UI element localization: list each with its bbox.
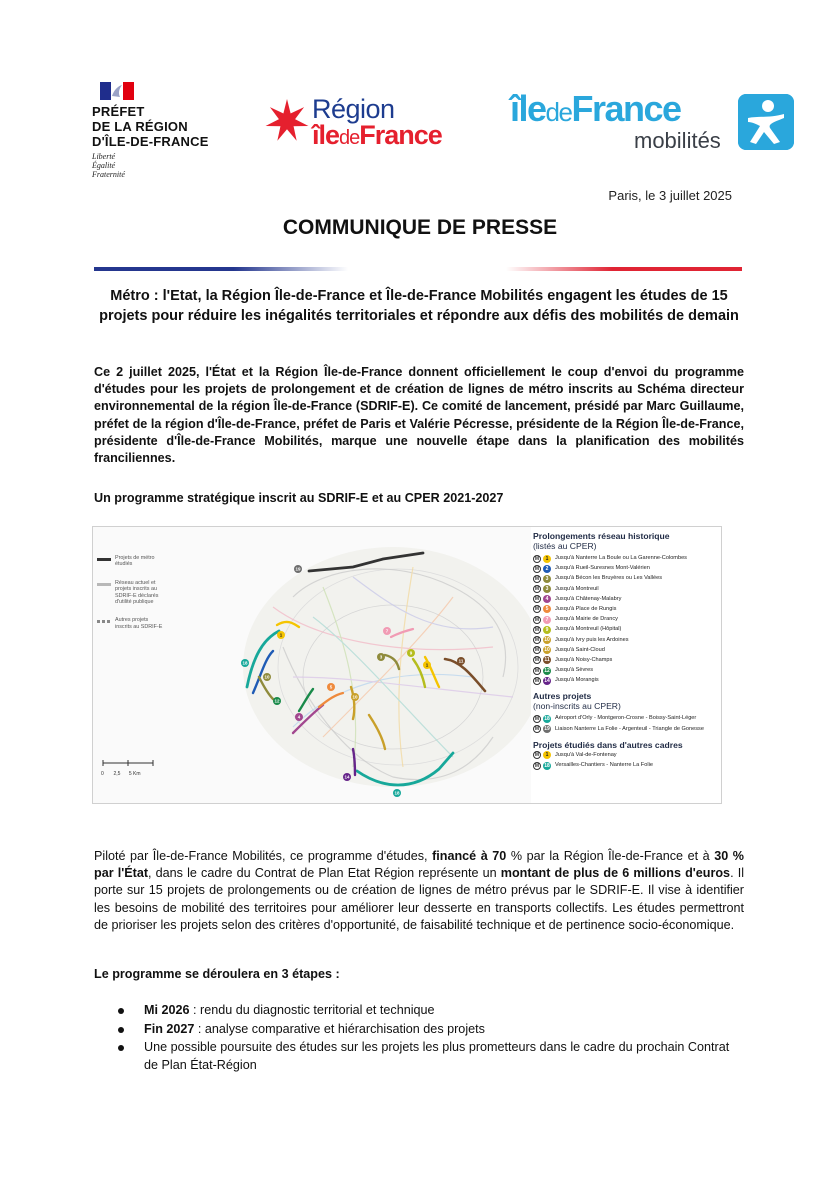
legend-item-label: Jusqu'à Mairie de Drancy <box>555 616 618 623</box>
bullet-icon <box>118 1027 124 1033</box>
line-number-badge: 5 <box>543 605 551 613</box>
legend-item-label: Jusqu'à Place de Rungis <box>555 605 617 612</box>
legend-item-label: Jusqu'à Ivry puis les Ardoines <box>555 636 629 643</box>
idfm-wordmark: îledeFrance <box>510 88 681 129</box>
section-subheading: Un programme stratégique inscrit au SDRIF-E et au CPER 2021-2027 <box>94 491 504 505</box>
marianne-flag-icon <box>100 82 134 100</box>
legend-item <box>533 635 721 645</box>
legend-section-subtitle: (non-inscrits au CPER) <box>533 701 621 712</box>
metro-m-icon: M <box>534 657 540 664</box>
metro-m-icon: M <box>534 565 540 572</box>
red-divider <box>506 267 742 271</box>
steps-list <box>118 1002 744 1075</box>
line-number-badge: 10 <box>544 647 550 654</box>
svg-text:11: 11 <box>458 658 464 664</box>
map-area <box>93 527 531 803</box>
map-side-legend <box>97 555 165 642</box>
metro-m-icon: M <box>534 726 540 733</box>
blue-divider <box>94 267 348 271</box>
legend-item-label: Liaison Nanterre La Folie - Argenteuil - Triangle de Gonesse <box>555 725 704 732</box>
prefet-logo <box>92 82 242 179</box>
metro-m-icon: M <box>534 586 540 593</box>
prefet-title: PRÉFET DE LA RÉGION D'ÎLE-DE-FRANCE <box>92 104 209 149</box>
svg-text:1: 1 <box>279 632 283 638</box>
svg-text:4: 4 <box>297 714 301 720</box>
legend-item-label: Jusqu'à Bécon les Bruyères ou Les Vallées <box>555 575 662 582</box>
line-number-badge: 4 <box>543 595 551 603</box>
bullet-icon <box>118 1008 124 1014</box>
metro-m-icon: M <box>534 575 540 582</box>
list-item: Fin 2027 : analyse comparative et hiérarchisation des projets <box>118 1021 744 1038</box>
line-number-badge: 10 <box>544 637 550 643</box>
region-idf-word: îledeFrance <box>312 120 442 150</box>
legend-gap <box>533 685 721 689</box>
side-legend-item: Réseau actuel et projets inscrits au SDRIF-E déclarés d'utilité publique <box>97 580 165 606</box>
metro-projects-map-figure <box>92 526 722 804</box>
legend-gap <box>533 734 721 738</box>
metro-m-icon: M <box>534 762 540 769</box>
metro-m-icon: M <box>534 677 540 684</box>
line-number-badge: 9 <box>543 626 551 634</box>
legend-item <box>533 724 721 734</box>
svg-text:7: 7 <box>385 628 389 634</box>
legend-item-label: Versailles-Chantiers - Nanterre La Folie <box>555 762 653 768</box>
region-word: Région <box>312 94 395 124</box>
legend-swatch <box>97 620 111 623</box>
legend-item-label: Jusqu'à Val-de-Fontenay <box>555 751 617 758</box>
legend-item <box>533 624 721 634</box>
legend-item <box>533 760 721 770</box>
legend-item <box>533 614 721 624</box>
legend-item <box>533 584 721 594</box>
metro-m-icon: M <box>534 647 540 654</box>
legend-item-label: Jusqu'à Montreuil (Hôpital) <box>555 626 622 633</box>
line-number-badge: 2 <box>543 565 551 573</box>
legend-swatch <box>97 583 111 586</box>
line-number-badge: 18 <box>544 715 550 722</box>
line-number-badge: 14 <box>544 677 550 684</box>
legend-item <box>533 553 721 563</box>
line-number-badge: 19 <box>544 726 550 733</box>
line-number-badge: 18 <box>544 762 550 769</box>
svg-text:5: 5 <box>329 684 333 690</box>
side-legend-item: Autres projets inscrits au SDRIF-E <box>97 617 165 630</box>
line-number-badge: 7 <box>543 616 551 624</box>
legend-item-label: Jusqu'à Noisy-Champs <box>555 656 613 663</box>
steps-heading: Le programme se déroulera en 3 étapes : <box>94 967 340 981</box>
legend-item-label: Jusqu'à Rueil-Suresnes Mont-Valérien <box>555 565 650 572</box>
legend-item <box>533 665 721 675</box>
svg-text:18: 18 <box>394 790 400 796</box>
press-release-title: COMMUNIQUE DE PRESSE <box>282 216 558 239</box>
legend-item <box>533 655 721 665</box>
metro-m-icon: M <box>534 715 540 722</box>
metro-m-icon: M <box>534 626 540 633</box>
map-scale: 0 2,5 5 Km <box>101 771 141 777</box>
line-number-badge: 1 <box>543 751 551 759</box>
headline: Métro : l'Etat, la Région Île-de-France et Île-de-France Mobilités engagent les études de 15 projets pour réduire les inégalités territoriales et répondre aux défis des mobilités de demain <box>99 288 739 324</box>
legend-item-label: Jusqu'à Montreuil <box>555 585 599 592</box>
side-legend-item: Projets de métro étudiés <box>97 555 165 568</box>
svg-text:10: 10 <box>352 694 358 700</box>
legend-item <box>533 573 721 583</box>
legend-item <box>533 594 721 604</box>
list-item: Une possible poursuite des études sur les projets les plus prometteurs dans le cadre du prochain Contrat de Plan État-Région <box>118 1039 744 1073</box>
svg-text:3: 3 <box>379 654 383 660</box>
svg-text:18: 18 <box>242 660 248 666</box>
legend-section-title: Prolongements réseau historique <box>533 531 670 541</box>
legend-swatch <box>97 558 111 561</box>
legend-item-label: Jusqu'à Saint-Cloud <box>555 646 605 653</box>
svg-text:14: 14 <box>344 774 350 780</box>
metro-m-icon: M <box>534 596 540 603</box>
legend-item <box>533 750 721 760</box>
legend-item-label: Jusqu'à Châtenay-Malabry <box>555 595 622 602</box>
date-line: Paris, le 3 juillet 2025 <box>608 188 732 203</box>
line-number-badge: 3 <box>543 585 551 593</box>
legend-item <box>533 563 721 573</box>
map-legend-panel <box>533 529 721 770</box>
metro-m-icon: M <box>534 667 540 674</box>
metro-m-icon: M <box>534 637 540 643</box>
legend-section-title: Projets étudiés dans d'autres cadres <box>533 739 683 750</box>
bullet-icon <box>118 1045 124 1051</box>
legend-item-label: Aéroport d'Orly - Montgeron-Crosne - Boissy-Saint-Léger <box>555 715 697 722</box>
metro-m-icon: M <box>534 555 540 562</box>
svg-text:9: 9 <box>409 650 413 656</box>
line-number-badge: 1 <box>543 555 551 563</box>
idfm-runner-icon <box>738 94 794 150</box>
metro-m-icon: M <box>534 616 540 623</box>
metro-m-icon: M <box>534 752 540 759</box>
legend-item <box>533 675 721 685</box>
idfm-subtitle: mobilités <box>634 128 721 153</box>
legend-item-label: Jusqu'à Morangis <box>555 677 599 684</box>
legend-item-label: Jusqu'à Nanterre La Boule ou La Garenne-Colombes <box>555 555 687 561</box>
region-idf-logo <box>264 96 494 152</box>
legend-item <box>533 645 721 655</box>
legend-item <box>533 713 721 723</box>
svg-text:19: 19 <box>295 566 301 572</box>
legend-item <box>533 604 721 614</box>
prefet-motto: Liberté Égalité Fraternité <box>92 152 125 179</box>
svg-text:10: 10 <box>264 674 270 680</box>
line-number-badge: 12 <box>544 667 550 674</box>
region-star-icon <box>264 98 310 144</box>
line-number-badge: 11 <box>544 657 550 664</box>
legend-item-label: Jusqu'à Sèvres <box>555 667 594 674</box>
legend-section-subtitle: (listés au CPER) <box>533 541 597 551</box>
legend-section-title: Autres projets <box>533 691 592 702</box>
svg-text:1: 1 <box>425 662 429 668</box>
metro-m-icon: M <box>534 606 540 613</box>
line-number-badge: 3 <box>543 575 551 583</box>
idf-mobilites-logo <box>510 88 800 158</box>
funding-paragraph: Piloté par Île-de-France Mobilités, ce programme d'études, financé à 70 % par la Région Île-de-France et à 30 % par l'État, dans le cadre du Contrat de Plan Etat Région représente un montant de plus de 6 millions d'euros. Il porte sur 15 projets de prolongements ou de création de lignes de métro prévus par le SDRIF-E. Il vise à identifier les besoins de mobilité des territoires pour améliorer leur desserte en transports collectifs. Les études permettront de prioriser les projets selon des critères d'opportunité, de faisabilité technique et de pertinence socio-économique. <box>94 849 744 932</box>
intro-paragraph: Ce 2 juillet 2025, l'État et la Région Île-de-France donnent officiellement le coup d'envoi du programme d'études pour les projets de prolongement et de création de lignes de métro inscrits au Schéma directeur environnemental de la région Île-de-France (SDRIF-E). Ce comité de lancement, présidé par Marc Guillaume, préfet de la région d'Île-de-France, préfet de Paris et Valérie Pécresse, présidente de la Région Île-de-France, présidente d'Île-de-France Mobilités, marque une nouvelle étape dans la planification des mobilités franciliennes. <box>94 365 744 466</box>
svg-text:12: 12 <box>274 698 280 704</box>
list-item: Mi 2026 : rendu du diagnostic territorial et technique <box>118 1002 744 1019</box>
